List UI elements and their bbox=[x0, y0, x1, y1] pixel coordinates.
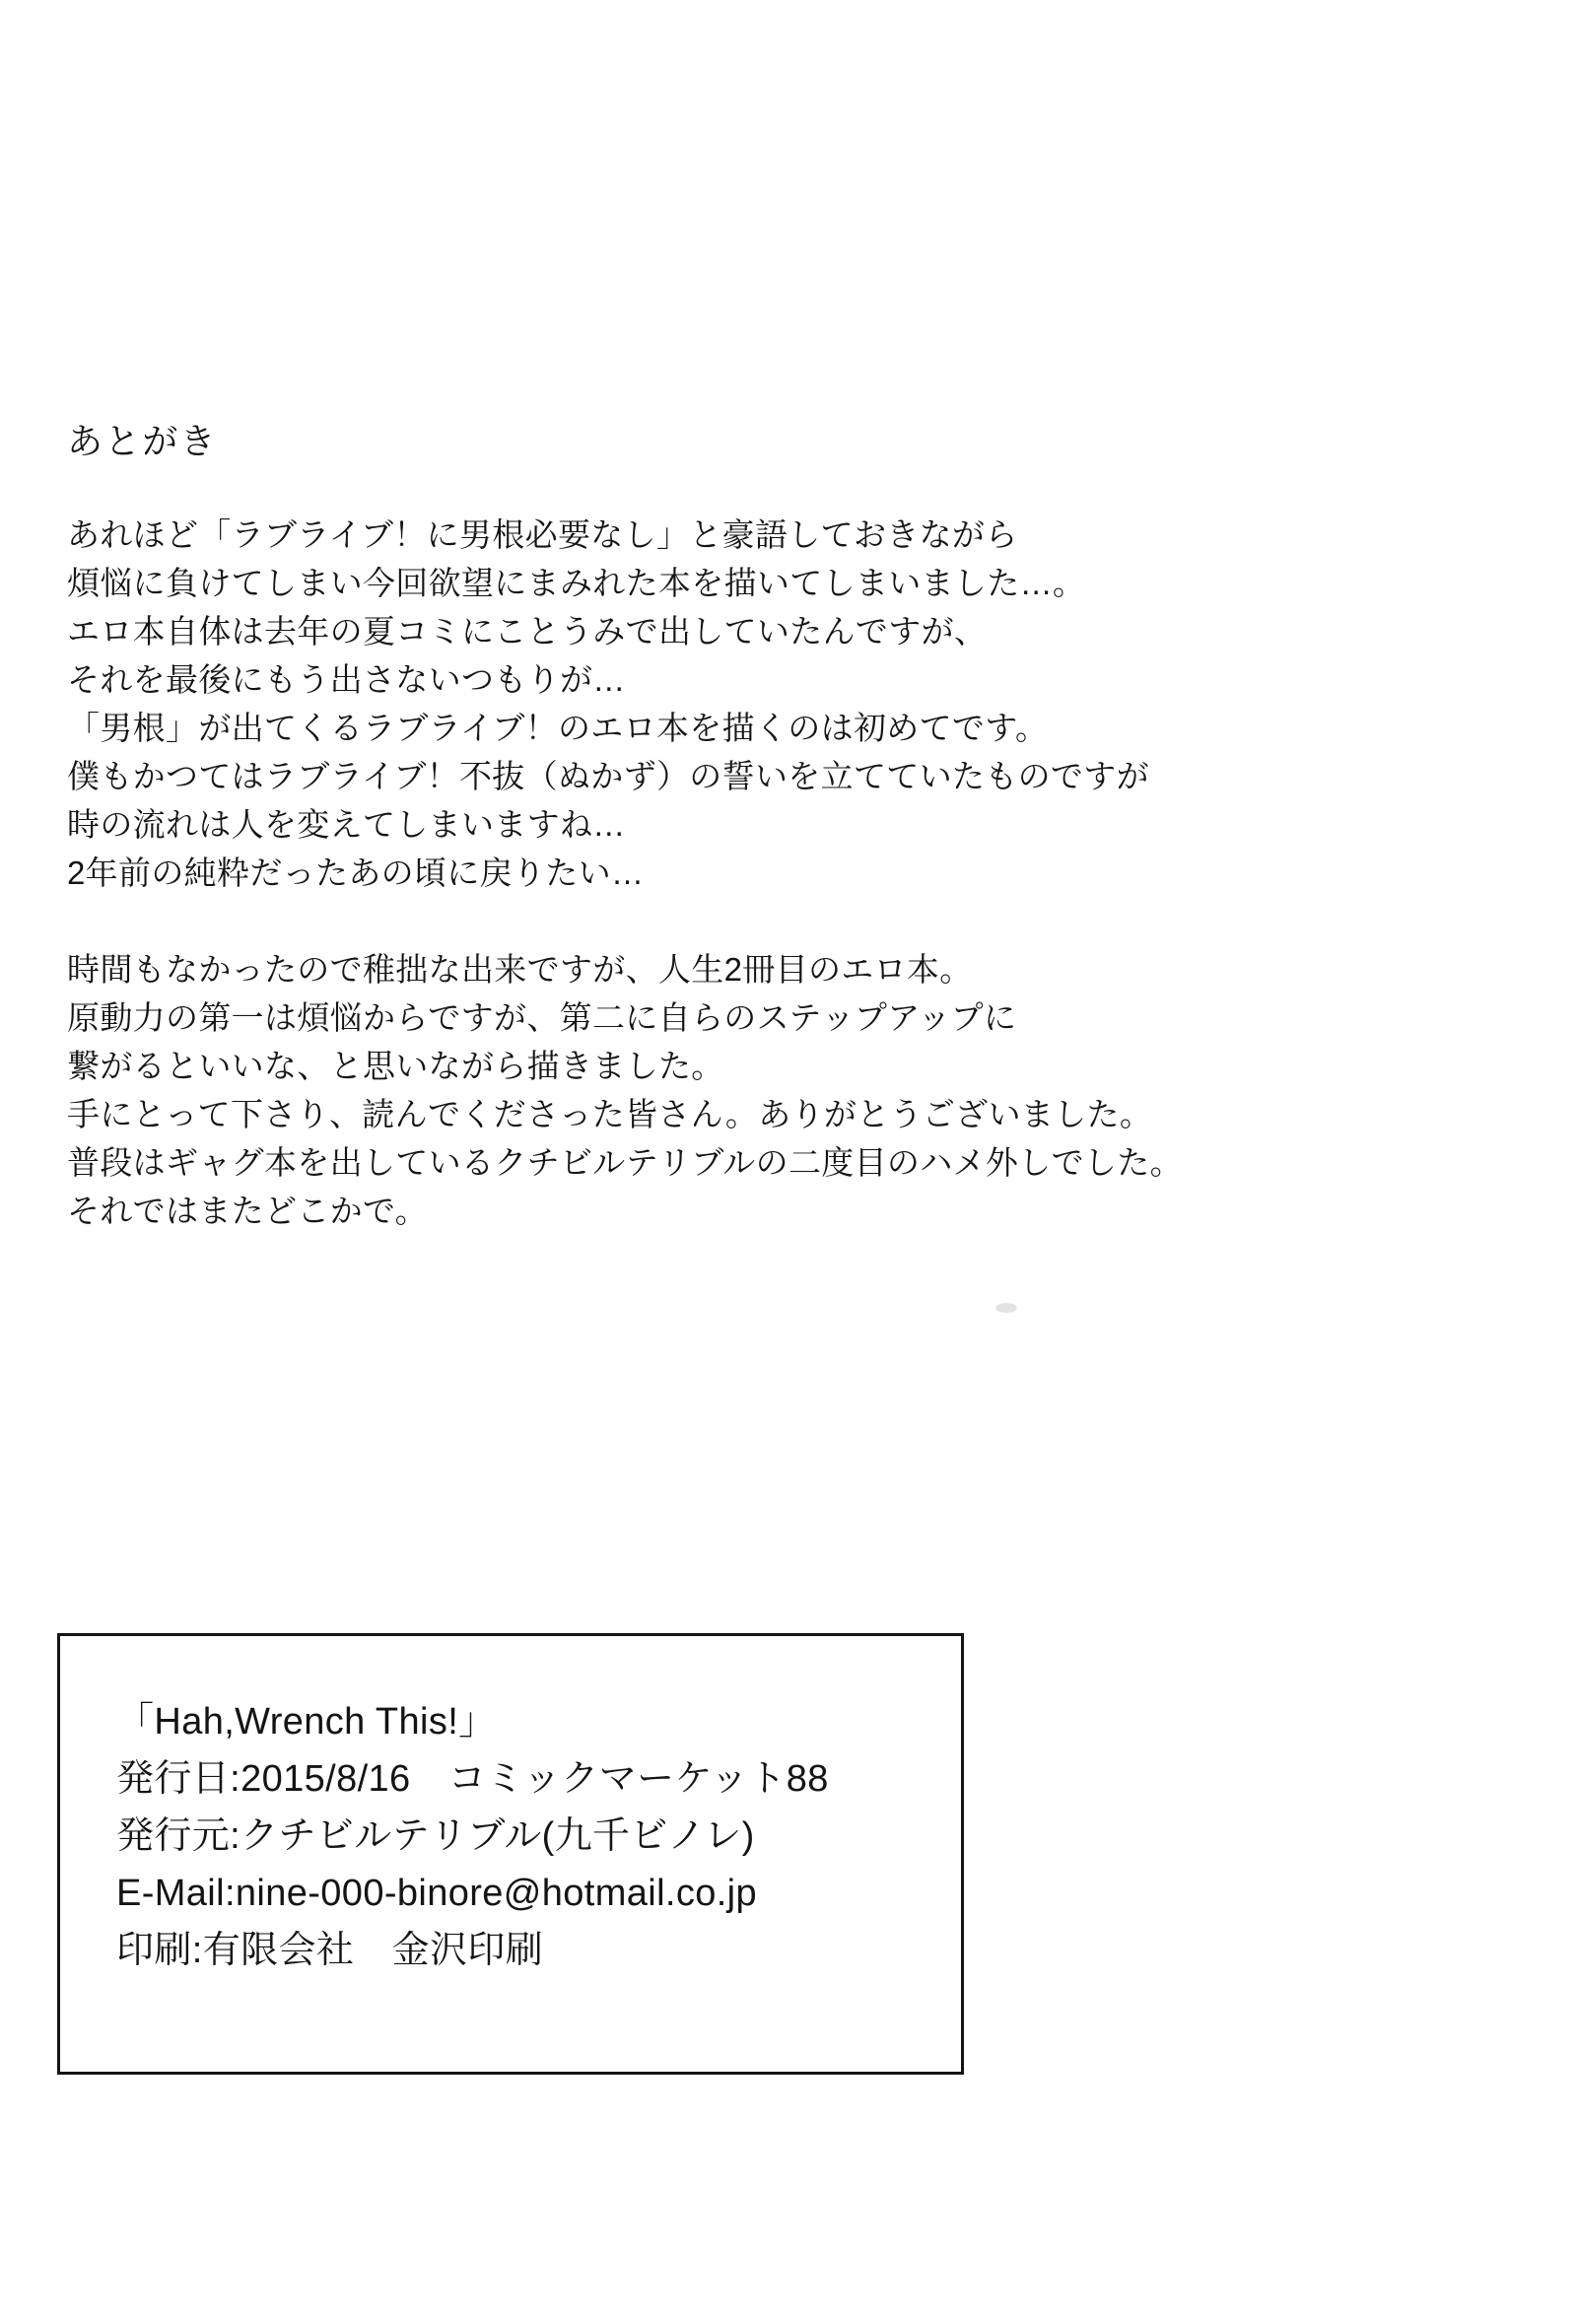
afterword-line: 時間もなかったので稚拙な出来ですが、人生2冊目のエロ本。 bbox=[67, 951, 973, 988]
afterword-line: 2年前の純粋だったあの頃に戻りたい… bbox=[67, 854, 645, 891]
paragraph-spacer bbox=[67, 897, 1486, 945]
paper-smudge bbox=[995, 1303, 1017, 1313]
afterword-line: 手にとって下さり、読んでくださった皆さん。ありがとうございました。 bbox=[67, 1096, 1153, 1132]
afterword-line: 原動力の第一は煩悩からですが、第二に自らのステップアップに bbox=[67, 999, 1017, 1036]
afterword-line: 煩悩に負けてしまい今回欲望にまみれた本を描いてしまいました…。 bbox=[67, 565, 1086, 601]
afterword-line: 僕もかつてはラブライブ！不抜（ぬかず）の誓いを立てていたものですが bbox=[67, 758, 1149, 794]
afterword-line: 時の流れは人を変えてしまいますね… bbox=[67, 806, 626, 843]
colophon-title: 「Hah,Wrench This!」 bbox=[116, 1701, 497, 1743]
afterword-line: エロ本自体は去年の夏コミにことうみで出していたんですが、 bbox=[67, 613, 988, 649]
afterword-heading: あとがき bbox=[67, 421, 218, 461]
colophon-publication-date: 発行日:2015/8/16 コミックマーケット88 bbox=[116, 1758, 829, 1800]
afterword-line: それではまたどこかで。 bbox=[67, 1193, 428, 1229]
afterword-line: 普段はギャグ本を出しているクチビルテリブルの二度目のハメ外しでした。 bbox=[67, 1144, 1183, 1181]
colophon bbox=[116, 1693, 944, 1979]
afterword-body bbox=[67, 511, 1486, 1235]
afterword-line: あれほど「ラブライブ！に男根必要なし」と豪語しておきながら bbox=[67, 516, 1018, 553]
colophon-email: E-Mail:nine-000-binore@hotmail.co.jp bbox=[116, 1873, 757, 1914]
afterword-line: 「男根」が出てくるラブライブ！のエロ本を描くのは初めてです。 bbox=[67, 710, 1049, 746]
colophon-printer: 印刷:有限会社 金沢印刷 bbox=[116, 1930, 544, 1971]
colophon-publisher: 発行元:クチビルテリブル(九千ビノレ) bbox=[116, 1815, 755, 1857]
afterword-line: それを最後にもう出さないつもりが… bbox=[67, 661, 626, 698]
afterword-line: 繋がるといいな、と思いながら描きました。 bbox=[67, 1048, 724, 1084]
